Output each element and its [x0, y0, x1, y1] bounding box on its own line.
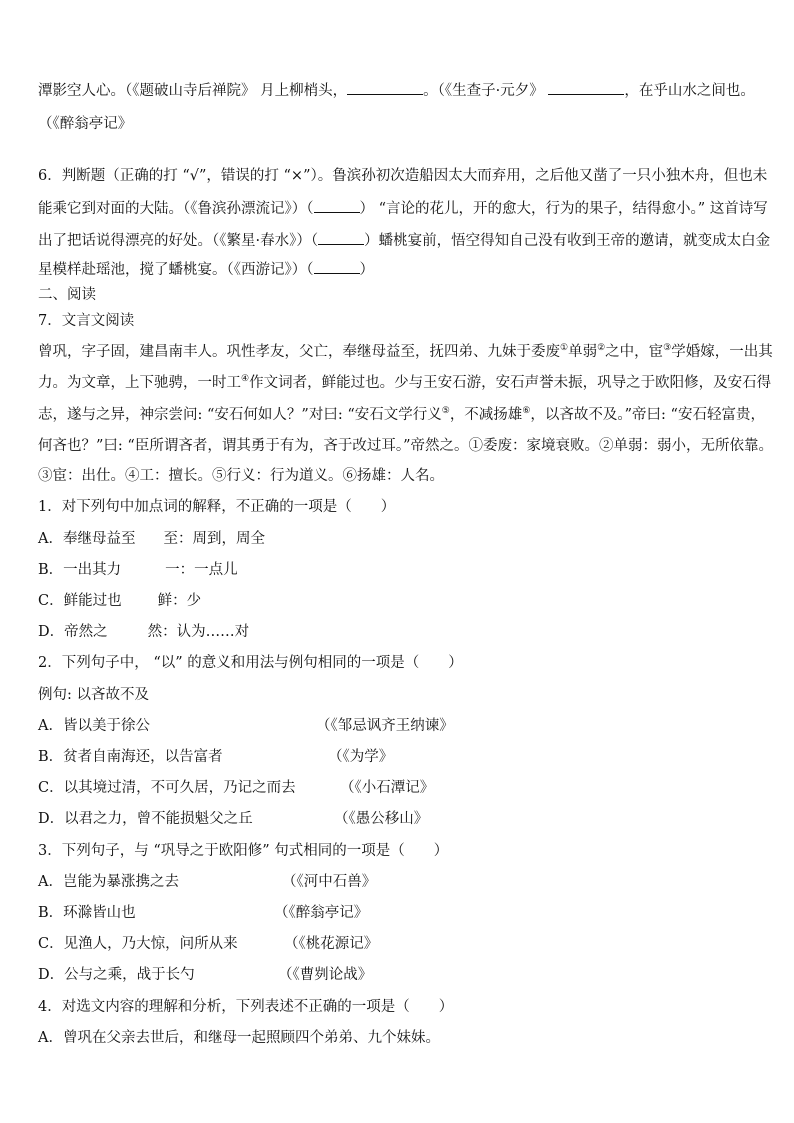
- q2-option-b[interactable]: B．贫者自南海还，以告富者 （《为学》: [38, 749, 394, 765]
- q1-option-a[interactable]: A．奉继母益至 至：周到，周全: [38, 531, 265, 547]
- q6-line-1: 6．判断题（正确的打 “√”，错误的打 “×”）。鲁滨孙初次造船因太大而弃用，之后他又凿了一只小独木舟，但也未: [38, 168, 768, 184]
- footnote-marker: ③: [663, 343, 672, 353]
- source-citation: （《醉翁亭记》: [274, 905, 369, 921]
- q2-stem: 2．下列句子中， “以” 的意义和用法与例句相同的一项是（ ）: [38, 655, 463, 671]
- footnote-marker: ⑥: [522, 406, 531, 416]
- q2-option-d[interactable]: D．以君之力，曾不能损魁父之丘 （《愚公移山》: [38, 811, 429, 827]
- source-citation: （《小石潭记》: [340, 780, 435, 796]
- q1-option-c[interactable]: C．鲜能过也 鲜：少: [38, 593, 202, 609]
- section-heading: 二、阅读: [38, 287, 96, 303]
- source-citation: （《愚公移山》: [334, 811, 429, 827]
- answer-blank[interactable]: [548, 80, 624, 95]
- q6-line-2: 能乘它到对面的大陆。（《鲁滨孙漂流记》）（ ） “言论的花儿，开的愈大，行为的果子，结得愈小。” 这首诗写: [38, 198, 758, 219]
- judgement-blank[interactable]: [314, 259, 360, 274]
- q2-option-a[interactable]: A．皆以美于徐公 （《邹忌讽齐王纳谏》: [38, 718, 454, 734]
- q1-option-b[interactable]: B．一出其力 一：一点儿: [38, 562, 238, 578]
- q3-option-b[interactable]: B．环滁皆山也 （《醉翁亭记》: [38, 905, 369, 921]
- footnote-marker: ⑤: [441, 406, 450, 416]
- q6-line-4: 星模样赴瑶池，搅了蟠桃宴。（《西游记》）（ ）: [38, 259, 758, 280]
- q2-example: 例句: 以吝故不及: [38, 687, 149, 703]
- source-citation: （《邹忌讽齐王纳谏》: [316, 718, 454, 734]
- answer-blank[interactable]: [347, 80, 423, 95]
- passage-line-1: 曾巩，字子固，建昌南丰人。巩性孝友，父亡，奉继母益至，抚四弟、九妹于委废①单弱②之中，宦③学婚嫁，一出其: [38, 343, 773, 360]
- judgement-blank[interactable]: [318, 230, 364, 245]
- q7-title: 7．文言文阅读: [38, 313, 135, 329]
- source-citation: （《曹刿论战》: [278, 967, 373, 983]
- q3-option-d[interactable]: D．公与之乘，战于长勺 （《曹刿论战》: [38, 967, 373, 983]
- q6-line-3: 出了把话说得漂亮的好处。（《繁星·春水》）（ ）蟠桃宴前，悟空得知自己没有收到王帝的邀请，就变成太白金: [38, 230, 758, 251]
- q2-option-c[interactable]: C．以其境过清，不可久居，乃记之而去 （《小石潭记》: [38, 780, 435, 796]
- source-citation: （《桃花源记》: [284, 936, 379, 952]
- footnote-marker: ④: [241, 374, 250, 384]
- passage-line-4: 何吝也？”曰: “臣所谓吝者，谓其勇于有为，吝于改过耳。”帝然之。①委废：家境衰败。②单弱：弱小，无所依靠。: [38, 438, 773, 454]
- judgement-blank[interactable]: [314, 198, 360, 213]
- footnote-marker: ②: [597, 343, 606, 353]
- q1-option-d[interactable]: D．帝然之 然：认为……对: [38, 624, 250, 640]
- passage-line-5: ③宦：出仕。④工：擅长。⑤行义：行为道义。⑥扬雄：人名。: [38, 468, 444, 484]
- poem-blank-line-1: 潭影空人心。（《题破山寺后禅院》 月上柳梢头， 。（《生查子·元夕》 ，在乎山水之间也。: [38, 80, 758, 101]
- q3-option-c[interactable]: C．见渔人，乃大惊，问所从来 （《桃花源记》: [38, 936, 379, 952]
- passage-line-3: 志，遂与之异，神宗尝问: “安石何如人？”对曰: “安石文学行义⑤，不减扬雄⑥，以吝故不及。”帝曰: “安石轻富贵，: [38, 406, 765, 423]
- q4-option-a[interactable]: A．曾巩在父亲去世后，和继母一起照顾四个弟弟、九个妹妹。: [38, 1030, 440, 1046]
- source-citation: （《为学》: [328, 749, 394, 765]
- q3-stem: 3．下列句子，与 “巩导之于欧阳修” 句式相同的一项是（ ）: [38, 843, 449, 859]
- q3-option-a[interactable]: A．岂能为暴涨携之去 （《河中石兽》: [38, 874, 377, 890]
- q4-stem: 4．对选文内容的理解和分析，下列表述不正确的一项是（ ）: [38, 999, 454, 1015]
- footnote-marker: ①: [560, 343, 569, 353]
- passage-line-2: 力。为文章，上下驰骋，一时工④作文词者，鲜能过也。少与王安石游，安石声誉未振，巩导之于欧阳修，及安石得: [38, 374, 772, 391]
- source-citation: （《河中石兽》: [282, 874, 377, 890]
- poem-blank-line-2: （《醉翁亭记》: [38, 116, 133, 132]
- q1-stem: 1．对下列句中加点词的解释，不正确的一项是（ ）: [38, 499, 396, 515]
